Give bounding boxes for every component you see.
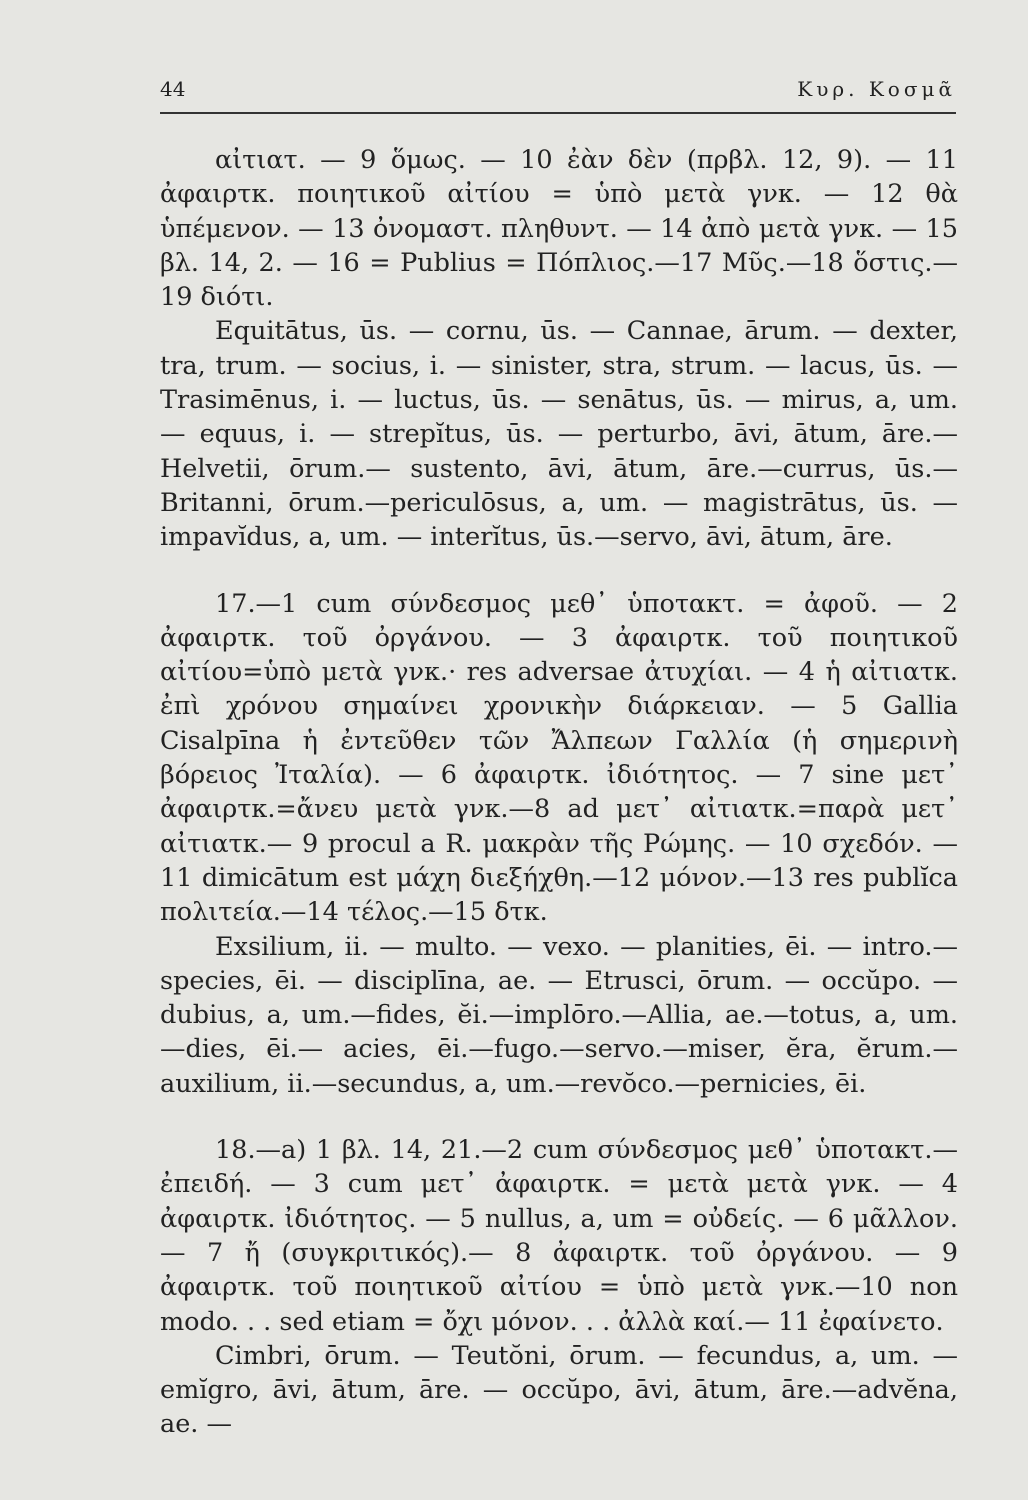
page-body — [160, 143, 958, 1442]
paragraph-notes-17: 17.—1 cum σύνδεσμος μεθ᾽ ὑποτακτ. = ἀφοῦ. — 2 ἀφαιρτκ. τοῦ ὀργάνου. — 3 ἀφαιρτκ. τοῦ ποιητικοῦ αἰτίου=ὑπὸ μετὰ γνκ.· res adversae ἀτυχίαι. — 4 ἡ αἰτιατκ. ἐπὶ χρόνου σημαίνει χρονικὴν διάρκειαν. — 5 Gallia Cisalpīna ἡ ἐντεῦθεν τῶν Ἄλπεων Γαλλία (ἡ σημερινὴ βόρειος Ἰταλία). — 6 ἀφαιρτκ. ἰδιότητος. — 7 sine μετ᾽ ἀφαιρτκ.=ἄνευ μετὰ γνκ.—8 ad μετ᾽ αἰτιατκ.=παρὰ μετ᾽ αἰτιατκ.— 9 procul a R. μακρὰν τῆς Ρώμης. — 10 σχεδόν. — 11 dimicātum est μάχη διεξήχθη.—12 μόνον.—13 res publĭca πολιτεία.—14 τέλος.—15 δτκ. — [160, 588, 958, 928]
page-header — [160, 72, 956, 114]
paragraph-vocabulary-16: Equitātus, ūs. — cornu, ūs. — Cannae, ārum. — dexter, tra, trum. — socius, i. — sinister, stra, strum. — lacus, ūs. — Trasimēnus, i. — luctus, ūs. — senātus, ūs. — mirus, a, um. — equus, i. — strepĭtus, ūs. — perturbo, āvi, ātum, āre.—Helvetii, ōrum.— sustento, āvi, ātum, āre.—currus, ūs.—Britanni, ōrum.—periculōsus, a, um. — magistrātus, ūs. — impavĭdus, a, um. — interĭtus, ūs.—servo, āvi, ātum, āre. — [160, 316, 958, 553]
paragraph-vocabulary-17: Exsilium, ii. — multo. — vexo. — planities, ēi. — intro.—species, ēi. — disciplīna, ae. — Etrusci, ōrum. — occŭpo. — dubius, a, um.—fides, ĕi.—implōro.—Allia, ae.—totus, a, um.—dies, ēi.— acies, ēi.—fugo.—servo.—miser, ĕra, ĕrum.—auxilium, ii.—secundus, a, um.—revŏco.—pernicies, ēi. — [160, 931, 958, 1099]
paragraph-vocabulary-18: Cimbri, ōrum. — Teutŏni, ōrum. — fecundus, a, um. — emĭgro, āvi, ātum, āre. — occŭpo, āvi, ātum, āre.—advĕna, ae. — — [160, 1340, 958, 1440]
page-number: 44 — [160, 77, 186, 101]
paragraph-notes-16-continued: αἰτιατ. — 9 ὅμως. — 10 ἐὰν δὲν (πρβλ. 12, 9). — 11 ἀφαιρτκ. ποιητικοῦ αἰτίου = ὑπὸ μετὰ γνκ. — 12 θὰ ὑπέμενον. — 13 ὀνομαστ. πληθυντ. — 14 ἀπὸ μετὰ γνκ. — 15 βλ. 14, 2. — 16 = Publius = Πόπλιος.—17 Μῦς.—18 ὅστις.—19 διότι. — [160, 145, 958, 313]
paragraph-notes-18: 18.—a) 1 βλ. 14, 21.—2 cum σύνδεσμος μεθ᾽ ὑποτακτ.—ἐπειδή. — 3 cum μετ᾽ ἀφαιρτκ. = μετὰ μετὰ γνκ. — 4 ἀφαιρτκ. ἰδιότητος. — 5 nullus, a, um = οὐδείς. — 6 μᾶλλον.— 7 ἤ (συγκριτικός).— 8 ἀφαιρτκ. τοῦ ὀργάνου. — 9 ἀφαιρτκ. τοῦ ποιητικοῦ αἰτίου = ὑπὸ μετὰ γνκ.—10 non modo. . . sed etiam = ὄχι μόνον. . . ἀλλὰ καί.— 11 ἐφαίνετο. — [160, 1135, 958, 1337]
running-head: Κυρ. Κοσμᾶ — [797, 77, 956, 101]
